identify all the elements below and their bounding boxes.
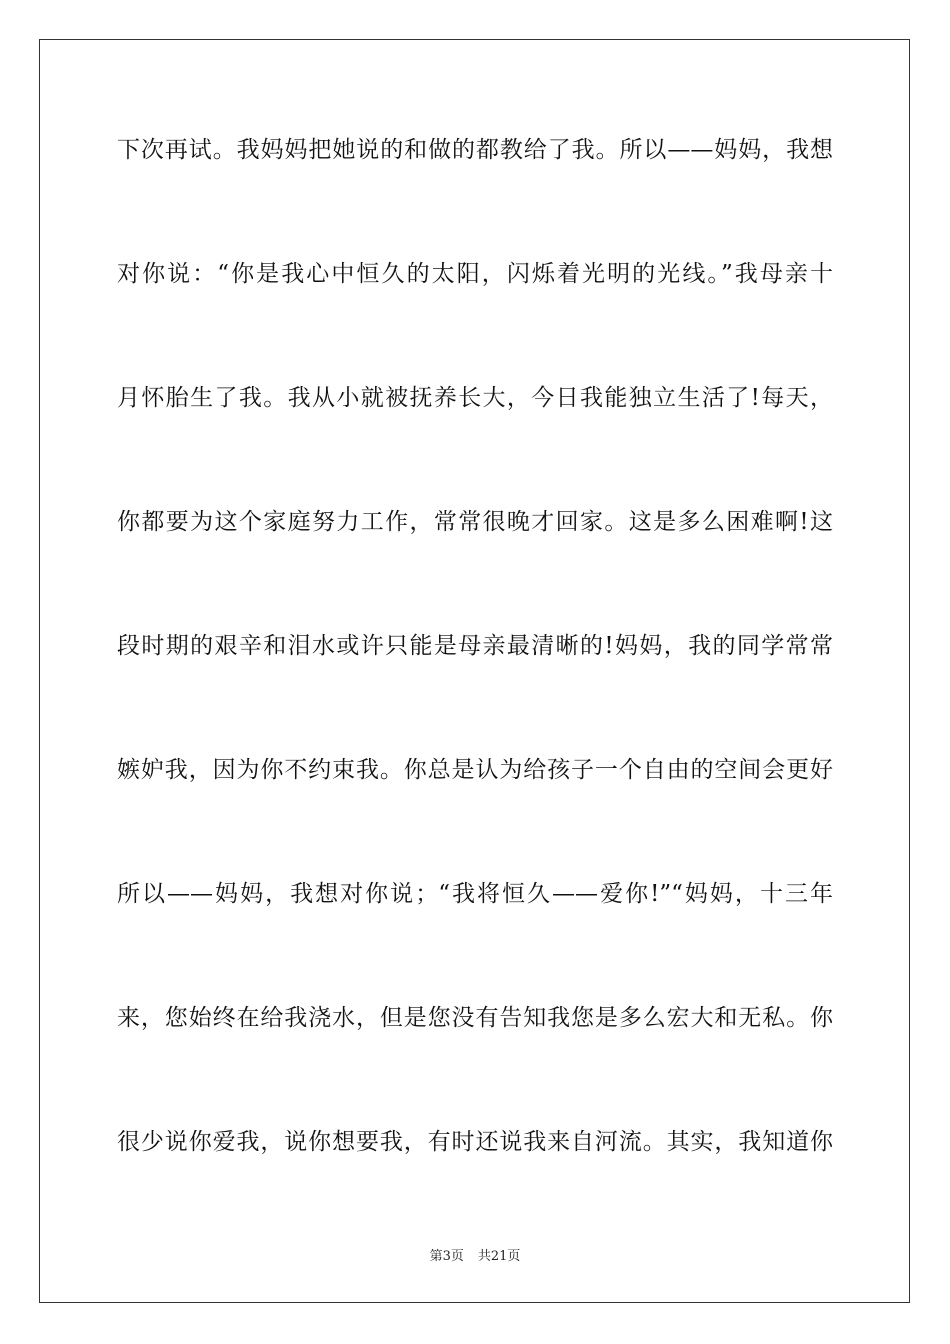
body-text-line: 对你说：“你是我心中恒久的太阳，闪烁着光明的光线。”我母亲十 <box>117 261 833 287</box>
body-text-line: 来，您始终在给我浇水，但是您没有告知我您是多么宏大和无私。你 <box>117 1005 833 1031</box>
page-footer <box>0 1248 950 1266</box>
body-text-line: 月怀胎生了我。我从小就被抚养长大，今日我能独立生活了!每天， <box>117 385 833 411</box>
body-text-line: 嫉妒我，因为你不约束我。你总是认为给孩子一个自由的空间会更好 <box>117 757 833 783</box>
body-text-line: 你都要为这个家庭努力工作，常常很晚才回家。这是多么困难啊!这 <box>117 509 833 535</box>
page-number: 第3页 <box>429 1249 464 1264</box>
body-text-line: 很少说你爱我，说你想要我，有时还说我来自河流。其实，我知道你 <box>117 1129 833 1155</box>
body-text-line: 下次再试。我妈妈把她说的和做的都教给了我。所以——妈妈，我想 <box>117 137 833 163</box>
page-total: 共21页 <box>477 1249 521 1264</box>
body-text-line: 所以——妈妈，我想对你说；“我将恒久——爱你!”“妈妈，十三年 <box>117 881 833 907</box>
page-border <box>39 39 910 1303</box>
body-text-line: 段时期的艰辛和泪水或许只能是母亲最清晰的!妈妈，我的同学常常 <box>117 633 833 659</box>
